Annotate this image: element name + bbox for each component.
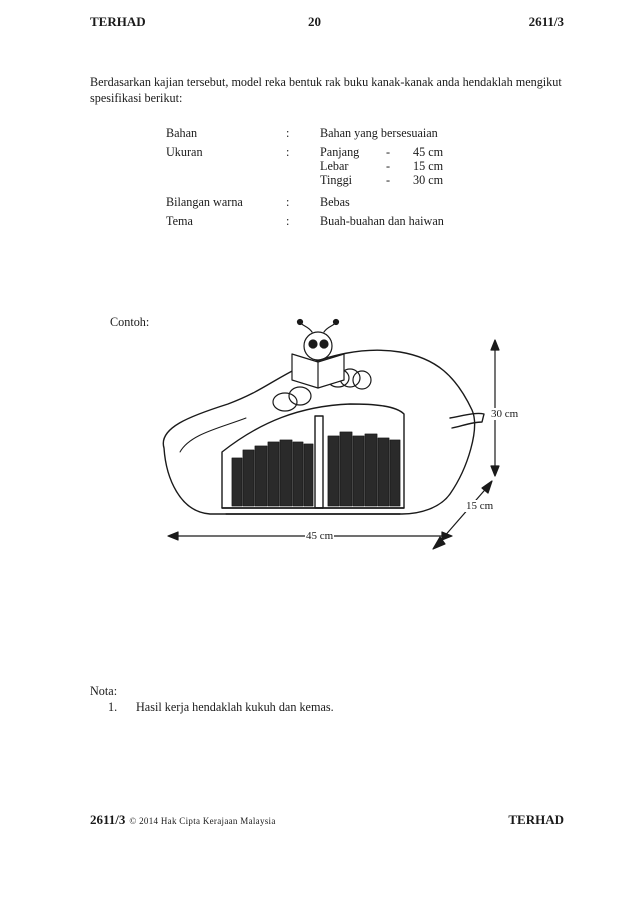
spec-bahan-colon: : [286, 126, 290, 140]
spec-ukuran-colon: : [286, 145, 290, 159]
spec-panjang-name: Panjang [320, 145, 360, 159]
note-item-number: 1. [108, 700, 118, 714]
spec-tinggi-dash: - [386, 173, 391, 187]
depth-dimension-label: 15 cm [466, 500, 494, 512]
shelf-divider [315, 416, 323, 508]
spec-lebar-value: 15 cm [413, 159, 444, 173]
spec-tema-value: Buah-buahan dan haiwan [320, 214, 444, 228]
spec-warna-label: Bilangan warna [166, 195, 243, 209]
note-title: Nota: [90, 684, 118, 698]
footer-copyright: © 2014 Hak Cipta Kerajaan Malaysia [129, 816, 276, 826]
footer-left [90, 812, 276, 828]
height-dimension-label: 30 cm [491, 408, 519, 420]
header-classification: TERHAD [90, 14, 146, 29]
spec-warna-colon: : [286, 195, 290, 209]
page-number: 20 [308, 14, 321, 29]
caterpillar-figure [273, 320, 371, 412]
spec-tema-colon: : [286, 214, 290, 228]
spec-lebar-dash: - [386, 159, 391, 173]
spec-bahan-value: Bahan yang bersesuaian [320, 126, 438, 140]
note-item-text: Hasil kerja hendaklah kukuh dan kemas. [136, 700, 334, 714]
bookshelf-illustration [150, 318, 520, 550]
spec-tinggi-value: 30 cm [413, 173, 444, 187]
spec-panjang-dash: - [386, 145, 391, 159]
example-label: Contoh: [110, 315, 150, 329]
spec-panjang-value: 45 cm [413, 145, 444, 159]
books-right [328, 432, 400, 506]
spec-bahan-label: Bahan [166, 126, 198, 140]
spec-tema-label: Tema [166, 214, 193, 228]
books-left [232, 440, 313, 506]
intro-paragraph: Berdasarkan kajian tersebut, model reka bentuk rak buku kanak-kanak anda hendaklah mengikut spesifikasi berikut: [90, 75, 562, 105]
spec-warna-value: Bebas [320, 195, 350, 209]
paper-code: 2611/3 [528, 14, 564, 29]
note-item [108, 700, 334, 715]
spec-lebar-name: Lebar [320, 159, 349, 173]
length-dimension-label: 45 cm [306, 530, 334, 542]
footer-classification: TERHAD [508, 812, 564, 827]
spec-ukuran-label: Ukuran [166, 145, 203, 159]
footer-code: 2611/3 [90, 812, 126, 827]
fruit-stem [450, 413, 484, 428]
spec-tinggi-name: Tinggi [320, 173, 353, 187]
